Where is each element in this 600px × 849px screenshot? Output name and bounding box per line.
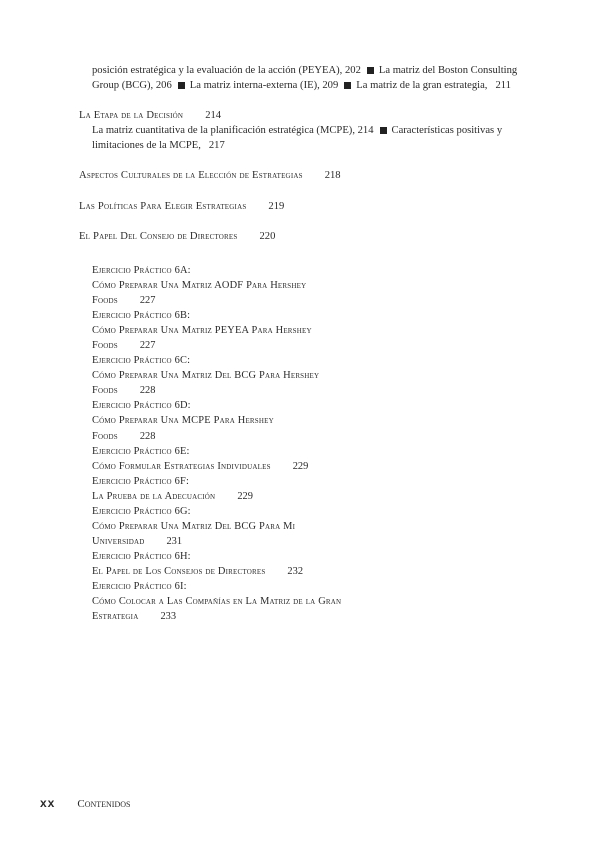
toc-continuation-line-2: Group (BCG), 206 La matriz interna-externa (IE), 209 La matriz de la gran estrategia, 211 [92, 80, 511, 91]
exercise-6f[interactable]: Ejercicio Práctico 6F: La Prueba de la Adecuación 229 [92, 474, 341, 504]
toc-section-cultural[interactable] [79, 168, 341, 183]
bullet-square-icon [367, 67, 374, 74]
page-number: 219 [268, 201, 285, 212]
page-number: 227 [139, 340, 156, 352]
exercise-6b[interactable]: Ejercicio Práctico 6B: Cómo Preparar Una Matriz PEYEA Para Hershey Foods 227 [92, 308, 341, 353]
page-number: 214 [205, 110, 222, 121]
exercise-6d[interactable]: Ejercicio Práctico 6D: Cómo Preparar Una MCPE Para Hershey Foods 228 [92, 398, 341, 443]
toc-continuation-line-1: posición estratégica y la evaluación de la acción (PEYEA), 202 La matriz del Boston Consulting [92, 65, 518, 76]
page-footer [40, 796, 130, 810]
exercise-6a[interactable]: Ejercicio Práctico 6A: Cómo Preparar Una Matriz AODF Para Hershey Foods 227 [92, 263, 341, 308]
toc-section-policies[interactable] [79, 199, 284, 214]
page-number: 233 [160, 611, 177, 623]
exercise-6h[interactable]: Ejercicio Práctico 6H: El Papel de Los Consejos de Directores 232 [92, 549, 341, 579]
section-title: Las Políticas Para Elegir Estrategias [79, 201, 247, 212]
page-number: 231 [166, 535, 183, 547]
toc-continuation [92, 63, 517, 93]
exercise-6e[interactable]: Ejercicio Práctico 6E: Cómo Formular Estrategias Individuales 229 [92, 444, 341, 474]
footer-label: Contenidos [77, 798, 131, 810]
page-number: 229 [292, 460, 309, 472]
page-number: 232 [287, 565, 304, 577]
toc-section-board[interactable] [79, 229, 275, 244]
exercise-list [92, 263, 341, 624]
page-number: 227 [139, 295, 156, 307]
exercise-6c[interactable]: Ejercicio Práctico 6C: Cómo Preparar Una Matriz Del BCG Para Hershey Foods 228 [92, 353, 341, 398]
footer-page-number: xx [40, 796, 56, 810]
section-title: Aspectos Culturales de la Elección de Estrategias [79, 170, 303, 181]
page-number: 229 [237, 490, 253, 502]
page-number: 220 [259, 231, 276, 242]
toc-section-decision[interactable]: La Etapa de la Decisión 214 La matriz cuantitativa de la planificación estratégica (MCPE), 214 Características positivas y limitaciones de la MCPE, 217 [79, 110, 503, 151]
exercise-6g[interactable]: Ejercicio Práctico 6G: Cómo Preparar Una Matriz Del BCG Para Mi Universidad 231 [92, 504, 341, 549]
page-number: 228 [139, 430, 156, 442]
bullet-square-icon [380, 127, 387, 134]
bullet-square-icon [178, 82, 185, 89]
exercise-6i[interactable]: Ejercicio Práctico 6I: Cómo Colocar a Las Compañías en La Matriz de la Gran Estrategia 233 [92, 579, 341, 624]
section-title: El Papel Del Consejo de Directores [79, 231, 238, 242]
page-number: 218 [324, 170, 341, 181]
bullet-square-icon [344, 82, 351, 89]
page-number: 228 [139, 385, 156, 397]
section-title: La Etapa de la Decisión [79, 110, 184, 121]
